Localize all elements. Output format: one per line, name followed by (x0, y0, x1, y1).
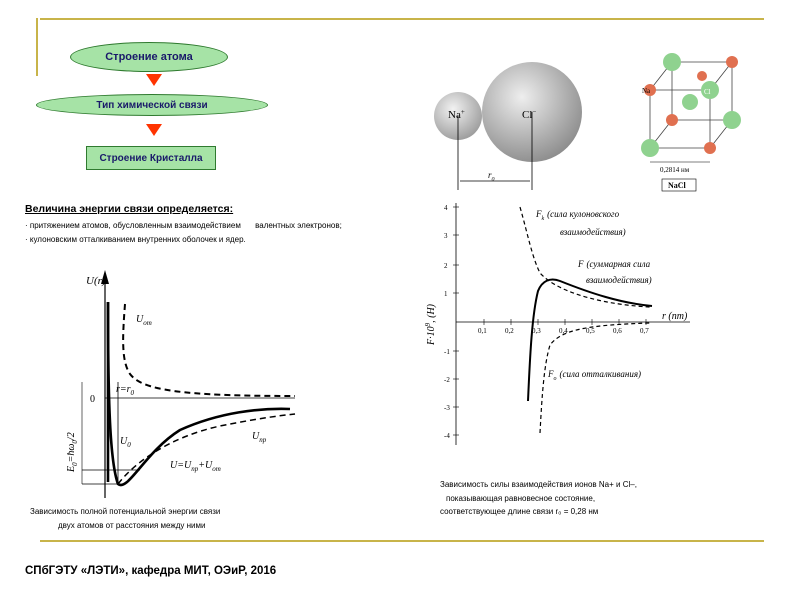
cl-atom (663, 53, 681, 71)
force-caption-1: Зависимость силы взаимодействия ионов Na+ и Cl–, (440, 480, 637, 489)
binding-heading: Величина энергии связи определяется: (25, 203, 234, 215)
e0-label: $E_0=ħ\omega_0/2$ (66, 432, 79, 472)
y-tick-label: -2 (444, 376, 450, 384)
na-atom (666, 114, 678, 126)
u0-label: $U_0$ (120, 436, 131, 449)
x-tick-label: 0,4 (559, 327, 568, 335)
force-x-ticks (478, 319, 649, 335)
energy-caption-1: Зависимость полной потенциальной энергии связи (30, 507, 221, 516)
na-atom (697, 71, 707, 81)
force-chart (420, 195, 705, 450)
flow-arrow-1 (146, 74, 162, 86)
flow-arrow-2 (146, 124, 162, 136)
fk-label: $F_k$ (сила кулоновского (536, 209, 620, 222)
flow-bond-type: Тип химической связи (36, 94, 268, 116)
f-label: F (суммарная сила (578, 259, 651, 269)
y-tick-label: 1 (444, 290, 448, 298)
top-rule (40, 18, 764, 20)
r-eq-label: $r=r_0$ (116, 384, 135, 397)
u-ot-curve (123, 304, 295, 396)
x-tick-label: 0,6 (613, 327, 622, 335)
nacl-crystal (630, 52, 750, 197)
r0-label: $r_0$ (488, 170, 495, 183)
cl-atom (682, 94, 698, 110)
energy-ylabel: U(r) (86, 275, 106, 287)
energy-caption-2: двух атомов от расстояния между ними (58, 521, 206, 530)
na-atom (726, 56, 738, 68)
y-tick-label: -1 (444, 348, 450, 356)
binding-line-1: · притяжением атомов, обусловленным взаимодействием валентных электронов; (25, 221, 342, 230)
x-tick-label: 0,7 (640, 327, 649, 335)
u-pr-label: $U_{пр}$ (252, 431, 267, 444)
na-atom (704, 142, 716, 154)
force-xlabel: r (nm) (662, 311, 688, 322)
energy-zero: 0 (90, 394, 95, 405)
f-desc-2: взаимодействия) (586, 275, 652, 285)
bullet: · (25, 235, 30, 244)
sum-formula-label: $U=U_{пр}+U_{от}$ (170, 460, 221, 473)
cl-ion-label: Cl− (522, 108, 537, 121)
na-ion-label: Na+ (448, 108, 465, 121)
u-ot-label: $U_{от}$ (136, 314, 152, 327)
ions-illustration (430, 60, 600, 190)
x-tick-label: 0,5 (586, 327, 595, 335)
potential-energy-chart (60, 262, 310, 512)
x-tick-label: 0,2 (505, 327, 514, 335)
fo-label: $F_o$ (сила отталкивания) (548, 369, 642, 382)
y-tick-label: 3 (444, 232, 448, 240)
cl-atom (641, 139, 659, 157)
dimension-label: 0,2814 нм (660, 166, 690, 174)
flow-atom-structure: Строение атома (70, 42, 228, 72)
footer: СПбГЭТУ «ЛЭТИ», кафедра МИТ, ОЭиР, 2016 (25, 565, 277, 577)
y-tick-label: -3 (444, 404, 450, 412)
left-rule (36, 18, 38, 76)
fk-desc-2: взаимодействия) (560, 227, 626, 237)
binding-line-2: · кулоновским отталкиванием внутренних оболочек и ядер. (25, 235, 246, 244)
x-tick-label: 0,3 (532, 327, 541, 335)
x-tick-label: 0,1 (478, 327, 487, 335)
y-tick-label: 4 (444, 204, 448, 212)
bottom-rule (40, 540, 764, 542)
f-curve (528, 279, 652, 401)
cl-atom-label: Cl (704, 88, 711, 96)
force-caption-3: соответствующее длине связи r₀ = 0,28 нм (440, 507, 599, 516)
fk-curve (520, 207, 650, 307)
y-tick-label: -4 (444, 432, 450, 440)
flow-crystal-structure: Строение Кристалла (86, 146, 216, 170)
cl-atom (723, 111, 741, 129)
u-pr-curve (118, 414, 295, 484)
formula-label: NaCl (668, 181, 686, 190)
force-ylabel: $F\cdot 10^9$, (Н) (424, 304, 437, 345)
force-caption-2: показывающая равновесное состояние, (446, 494, 596, 503)
bullet: · (25, 221, 30, 230)
y-tick-label: 2 (444, 262, 448, 270)
na-atom-label: Na (642, 87, 651, 95)
